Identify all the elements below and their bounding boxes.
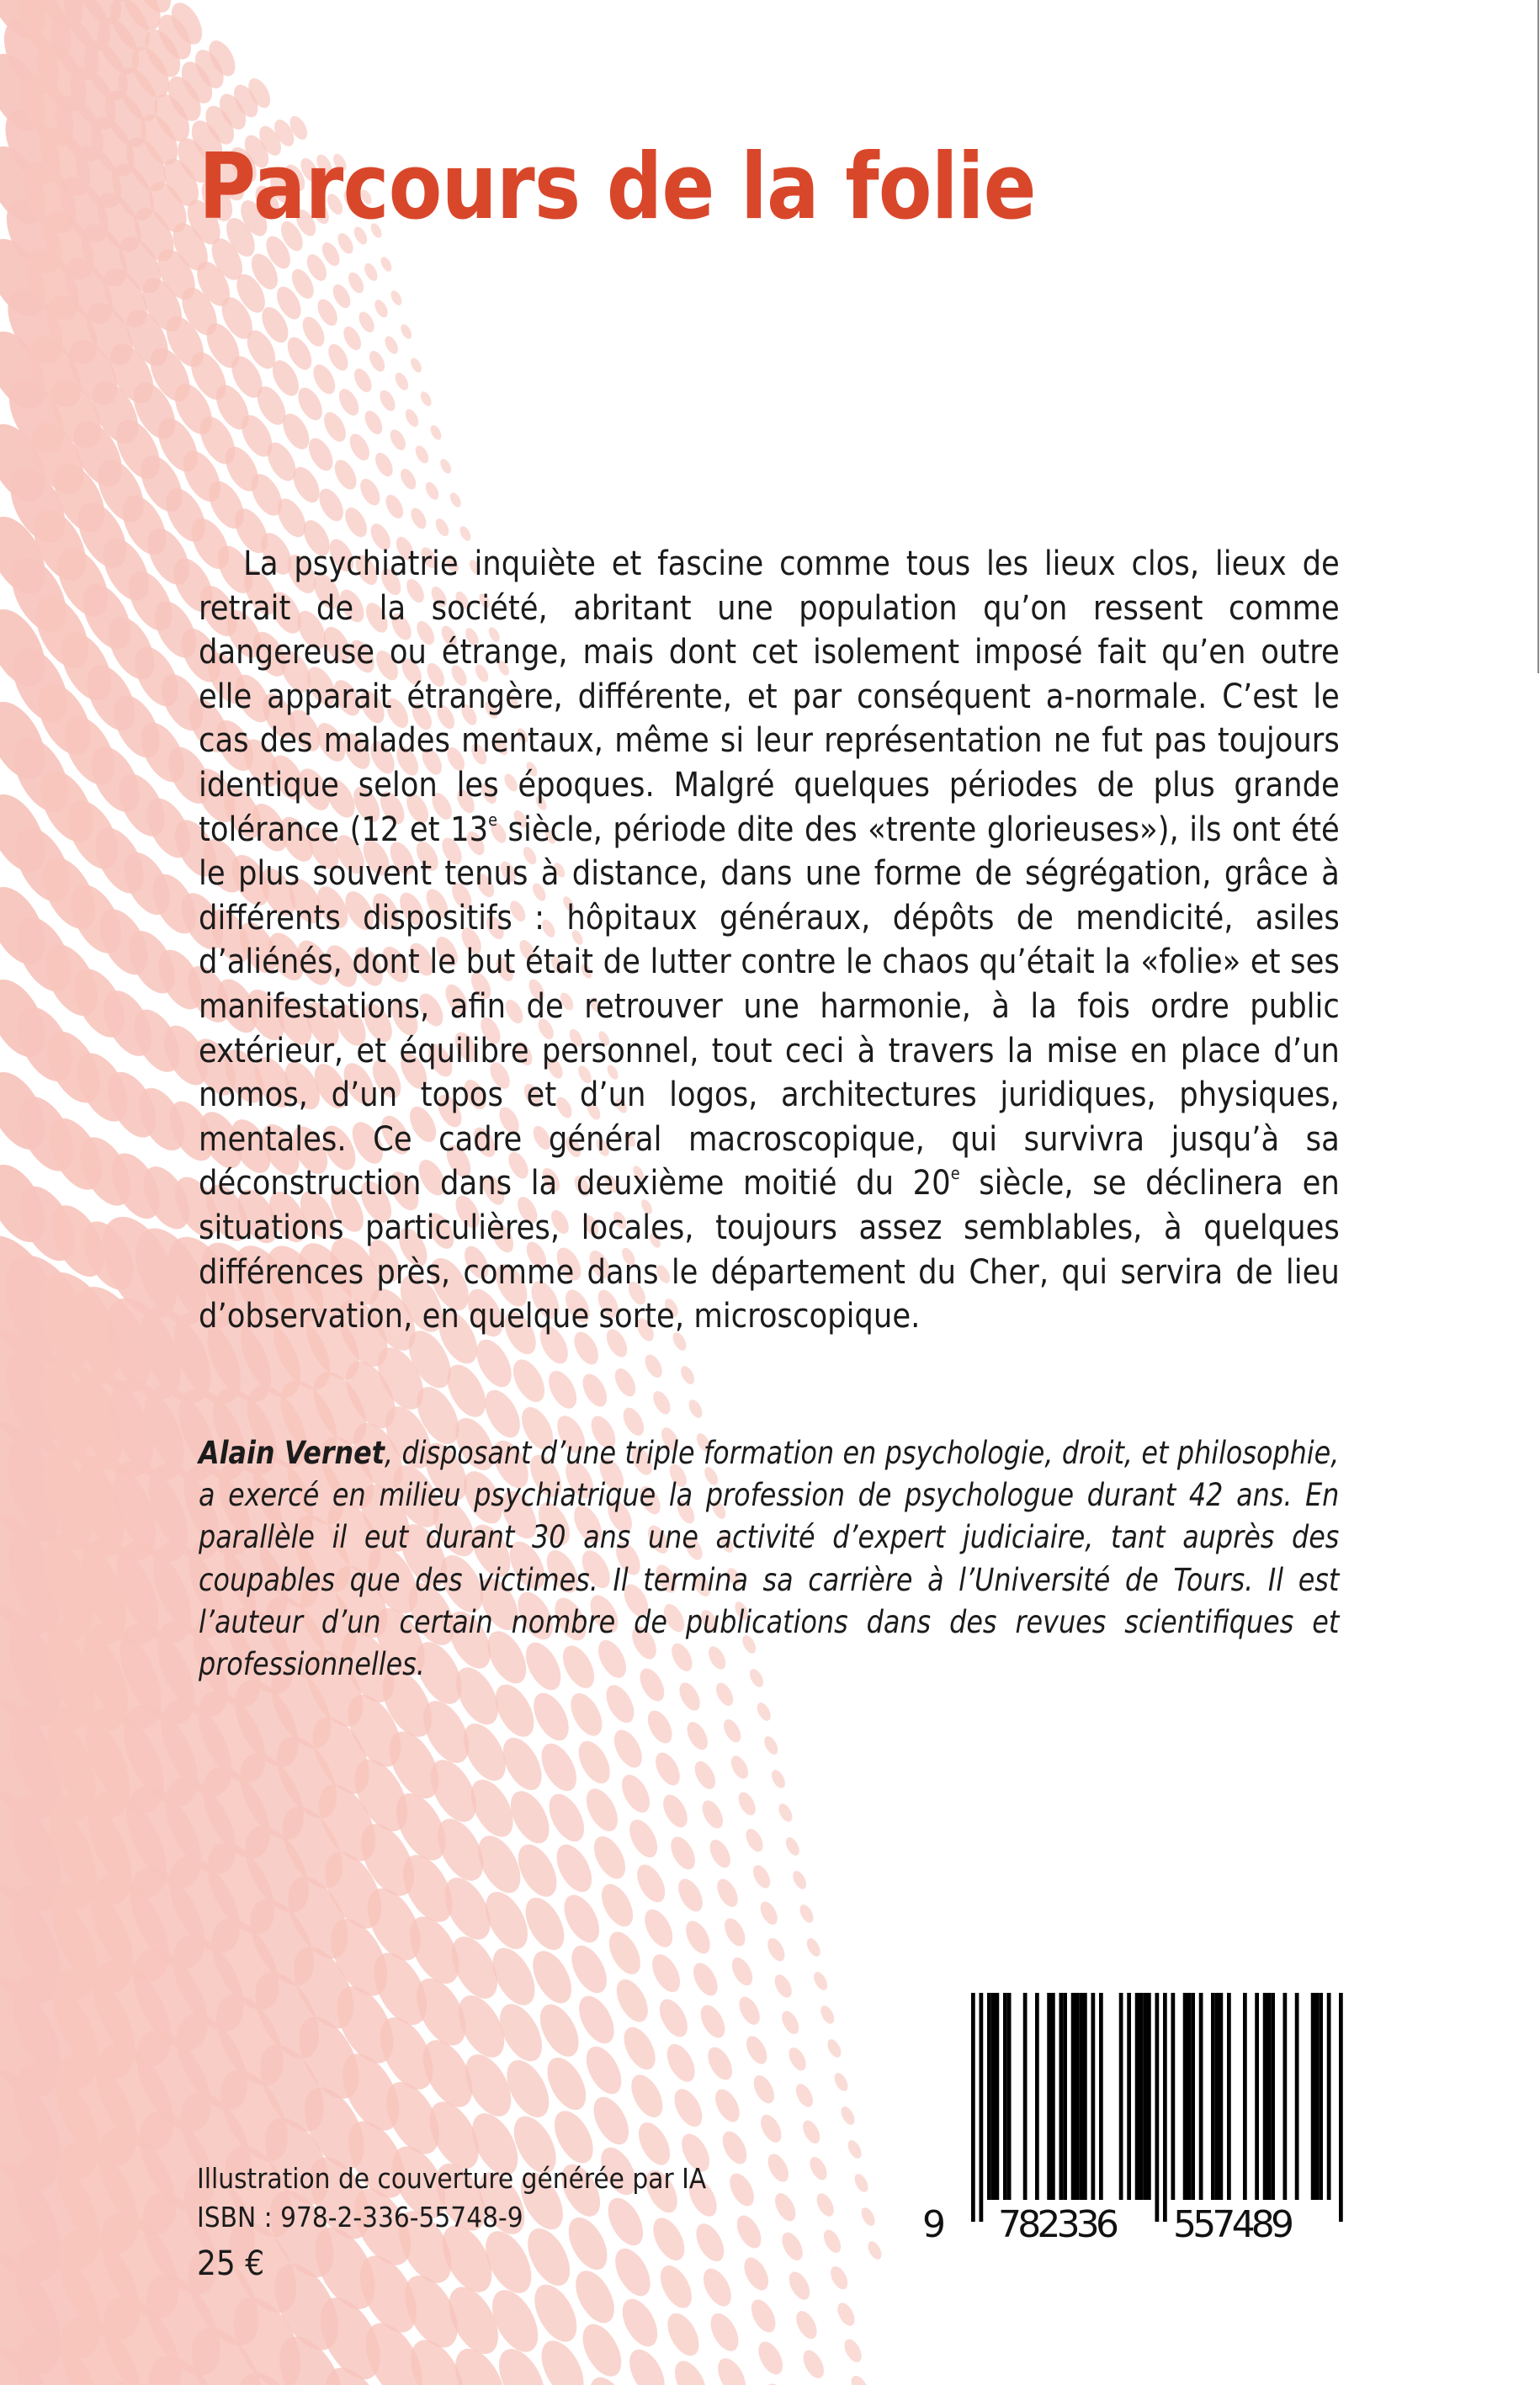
book-blurb bbox=[199, 542, 1340, 1339]
isbn-text: ISBN : 978-2-336-55748-9 bbox=[197, 2201, 523, 2234]
blurb-text-2: siècle, période dite des «trente glorieuses»), ils ont été le plus souvent tenus à distance, dans une forme de ségrégation, grâce à différents dispositifs : hôpitaux généraux, dépôts de mendicité, asiles d’aliénés, dont le but était de lutter contre le chaos qu’était la «folie» et ses manifestations, afin de retrouver une harmonie, à la fois ordre public extérieur, et équilibre personnel, tout ceci à travers la mise en place d’un nomos, d’un topos et d’un logos, architectures juridiques, physiques, mentales. Ce cadre général macroscopique, qui survivra jusqu’à sa déconstruction dans la deuxième moitié du 20 bbox=[199, 810, 1340, 1203]
barcode-bars bbox=[907, 1993, 1345, 2245]
page-edge-line bbox=[1537, 0, 1539, 673]
illustration-credit: Illustration de couverture générée par IA bbox=[197, 2162, 707, 2195]
blurb-superscript-1: e bbox=[488, 809, 498, 830]
blurb-text-3: siècle, se déclinera en situations particulières, locales, toujours assez semblables, à quelques différences près, comme dans le département du Cher, qui servira de lieu d’observation, en quelque sorte, microscopique. bbox=[199, 1164, 1340, 1336]
blurb-superscript-2: e bbox=[950, 1163, 960, 1184]
blurb-text-1: La psychiatrie inquiète et fascine comme tous les lieux clos, lieux de retrait de la société, abritant une population qu’on ressent comme dangereuse ou étrange, mais dont cet isolement imposé fait qu’en outre elle apparait étrangère, différente, et par conséquent a-normale. C’est le cas des malades mentaux, même si leur représentation ne fut pas toujours identique selon les époques. Malgré quelques périodes de plus grande tolérance (12 et 13 bbox=[199, 544, 1340, 849]
author-name: Alain Vernet bbox=[199, 1435, 385, 1471]
ean13-barcode bbox=[907, 1993, 1345, 2245]
barcode-first-digit: 9 bbox=[922, 2203, 946, 2245]
barcode-right-digits: 557489 bbox=[1173, 2203, 1294, 2245]
book-title: Parcours de la folie bbox=[199, 135, 1036, 240]
author-bio-text: , disposant d’une triple formation en psychologie, droit, et philosophie, a exercé en milieu psychiatrique la profession de psychologue durant 42 ans. En parallèle il eut durant 30 ans une activité d’expert judiciaire, tant auprès des coupables que des victimes. Il termina sa carrière à l’Université de Tours. Il est l’auteur d’un certain nombre de publications dans des revues scientifiques et professionnelles. bbox=[199, 1435, 1340, 1683]
price: 25 € bbox=[197, 2244, 265, 2283]
barcode-left-digits: 782336 bbox=[998, 2203, 1119, 2245]
author-bio bbox=[199, 1432, 1339, 1686]
blurb-paragraph bbox=[199, 542, 1340, 1339]
imprint-block bbox=[197, 2159, 706, 2287]
